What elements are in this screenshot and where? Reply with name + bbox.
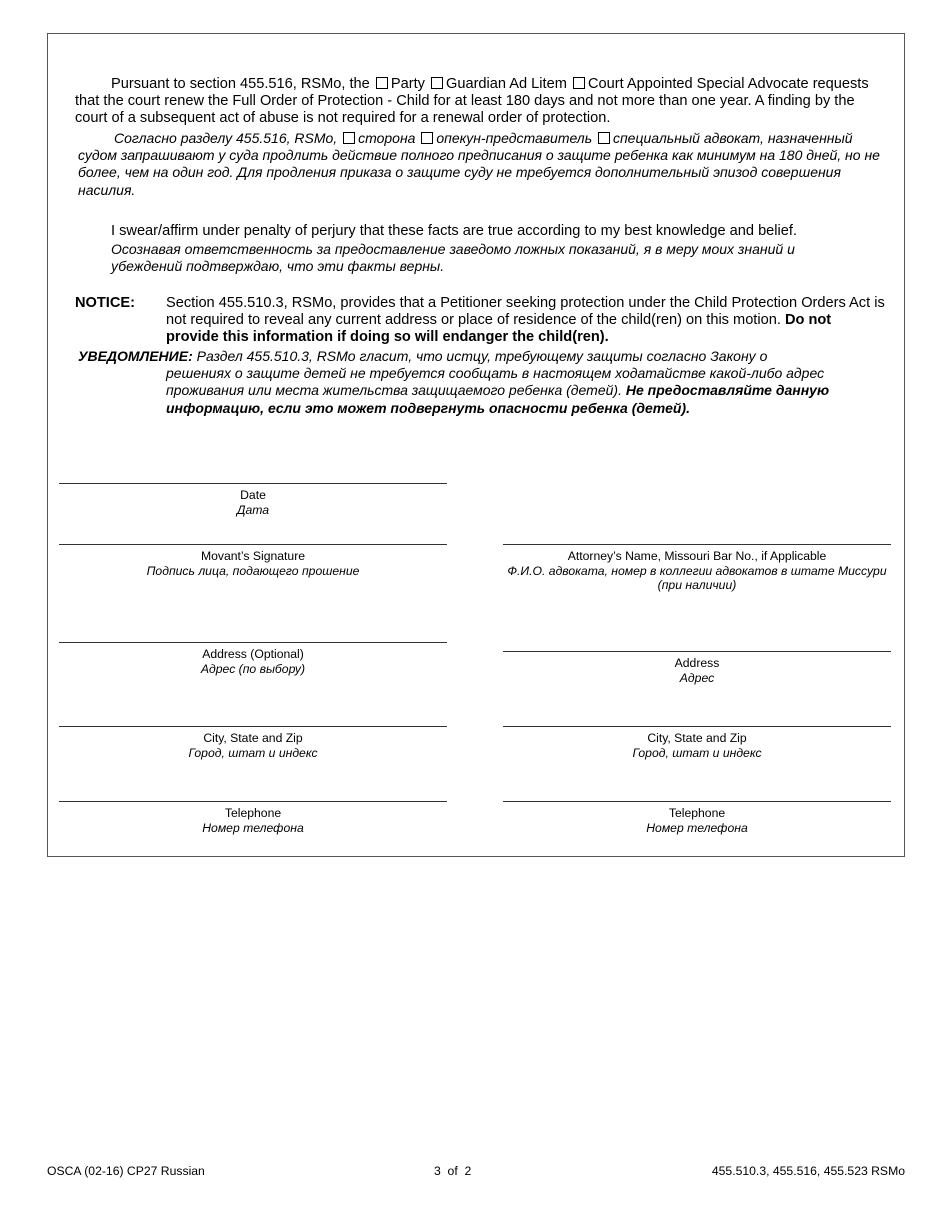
casa-label-ru: специальный адвокат, <box>612 130 764 146</box>
form-id: OSCA (02-16) CP27 Russian <box>47 1164 205 1178</box>
movant-telephone-field[interactable]: Telephone Номер телефона <box>59 801 447 835</box>
party-checkbox-ru[interactable] <box>343 132 355 144</box>
guardian-ad-litem-checkbox[interactable] <box>431 77 443 89</box>
notice-warning-ru: Не предоставляйте данную информацию, если это может подвергнуть опасности ребенка (детей). <box>166 382 830 416</box>
page-number: 3 of 2 <box>434 1164 472 1178</box>
notice-label-ru: УВЕДОМЛЕНИЕ: <box>78 348 193 364</box>
notice-warning: Do not provide this information if doing so will endanger the child(ren). <box>166 312 832 346</box>
statute-reference: 455.510.3, 455.516, 455.523 RSMo <box>711 1164 905 1178</box>
petition-en: Pursuant to section 455.516, RSMo, the Party Guardian Ad Litem Court Appointed Special Advocate requests that the court renew the Full Order of Protection - Child for at least 180 days and not more than one year. A finding by the court of a subsequent act of abuse is not required for a renewal order of protection. <box>75 76 869 127</box>
date-field[interactable]: Date Дата <box>59 483 447 517</box>
notice-ru: УВЕДОМЛЕНИЕ: Раздел 455.510.3, RSMo гласит, что истцу, требующему защиты согласно Закону о решениях о защите детей не требуется сообщать в настоящем ходатайстве какой-либо адрес проживания или места жительства защищаемого ребенка (детей). Не предоставляйте данную информацию, если это может подвергнуть опасности ребенка (детей). <box>78 348 830 416</box>
party-label: Party <box>390 76 425 92</box>
casa-checkbox[interactable] <box>573 77 585 89</box>
guardian-ad-litem-checkbox-ru[interactable] <box>421 132 433 144</box>
attorney-telephone-field[interactable]: Telephone Номер телефона <box>503 801 891 835</box>
petition-ru: Согласно разделу 455.516, RSMo, сторона опекун-представитель специальный адвокат, назначенный судом запрашивают у суда продлить действие полного предписания о защите ребенка как минимум на 180 дней, но не более, чем на один год. Для продления приказа о защите суду не требуется дополнительный эпизод совершения насилия. <box>78 130 880 198</box>
casa-label: Court Appointed Special Advocate <box>587 76 809 92</box>
party-checkbox[interactable] <box>376 77 388 89</box>
attorney-address-field[interactable]: Address Адрес <box>503 651 891 685</box>
movant-signature-field[interactable]: Movant’s Signature Подпись лица, подающего прошение <box>59 544 447 578</box>
movant-city-state-zip-field[interactable]: City, State and Zip Город, штат и индекс <box>59 726 447 760</box>
guardian-ad-litem-label-ru: опекун-представитель <box>436 130 593 146</box>
oath-en: I swear/affirm under penalty of perjury that these facts are true according to my best knowledge and belief. <box>111 223 798 239</box>
movant-address-field[interactable]: Address (Optional) Адрес (по выбору) <box>59 642 447 676</box>
party-label-ru: сторона <box>358 130 416 146</box>
guardian-ad-litem-label: Guardian Ad Litem <box>445 76 567 92</box>
oath-ru: Осознавая ответственность за предоставление заведомо ложных показаний, я в меру моих знаний и убеждений подтверждаю, что эти факты верны. <box>111 241 795 275</box>
attorney-city-state-zip-field[interactable]: City, State and Zip Город, штат и индекс <box>503 726 891 760</box>
attorney-name-field[interactable]: Attorney’s Name, Missouri Bar No., if Applicable Ф.И.О. адвоката, номер в коллегии адвокатов в штате Миссури (при наличии) <box>503 544 891 593</box>
notice-en: NOTICE: Section 455.510.3, RSMo, provides that a Petitioner seeking protection under the Child Protection Orders Act is not required to reveal any current address or place of residence of the child(ren) on this motion. Do not provide this information if doing so will endanger the child(ren). <box>75 295 885 346</box>
notice-label: NOTICE: <box>75 295 135 311</box>
casa-checkbox-ru[interactable] <box>598 132 610 144</box>
